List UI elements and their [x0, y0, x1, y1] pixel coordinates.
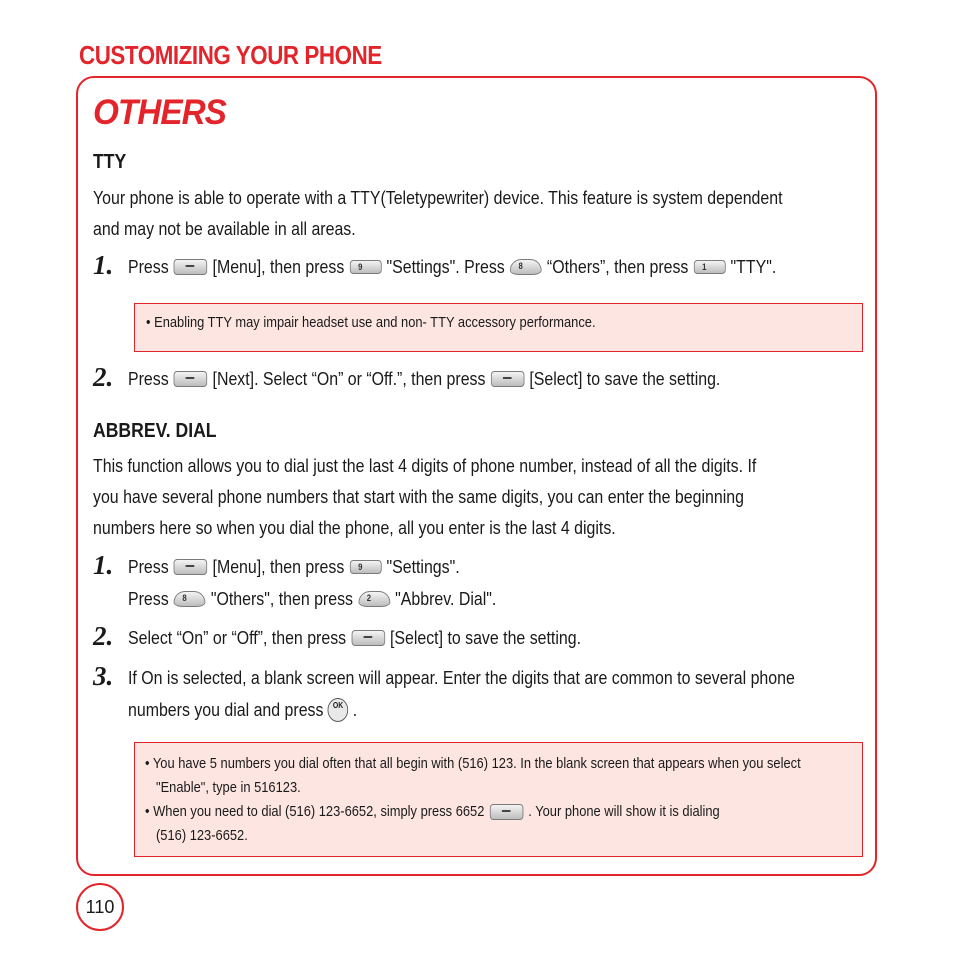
abbrev-step-3-text-2: numbers you dial and press [128, 699, 324, 720]
abbrev-step-1-text-4: Press [128, 588, 169, 609]
abbrev-step-3-text-3: . [352, 699, 358, 720]
section-title: CUSTOMIZING YOUR PHONE [79, 40, 382, 70]
abbrev-step-3-line-1 [128, 667, 795, 689]
tty-intro-line-2: and may not be available in all areas. [93, 218, 356, 239]
abbrev-intro-line-2: you have several phone numbers that start with the same digits, you can enter the beginning [93, 486, 744, 507]
tty-heading: TTY [93, 151, 127, 173]
abbrev-note-line-4: (516) 123-6652. [156, 827, 248, 844]
abbrev-step-1-text-3: "Settings". [386, 556, 460, 577]
left-softkey-icon [490, 804, 524, 820]
abbrev-step-3-line-2 [128, 698, 357, 722]
tty-step-1-text-4: “Others”, then press [546, 256, 689, 277]
abbrev-note-line-1: • You have 5 numbers you dial often that all begin with (516) 123. In the blank screen that appears when you select [145, 755, 801, 772]
tty-intro-line-1: Your phone is able to operate with a TTY(Teletypewriter) device. This feature is system dependent [93, 187, 783, 208]
tty-step-1-number: 1. [93, 250, 114, 280]
page-title: OTHERS [93, 93, 226, 132]
left-softkey-icon [174, 371, 208, 387]
ok-camera-key-icon: OK [328, 698, 349, 722]
tty-step-1 [128, 256, 776, 278]
tty-step-2-number: 2. [93, 362, 114, 392]
key-2-icon: 2 [358, 591, 390, 607]
abbrev-note-line-3 [145, 800, 720, 824]
tty-step-2-text-1: Press [128, 368, 169, 389]
abbrev-note-text-3a: • When you need to dial (516) 123-6652, simply press 6652 [145, 803, 485, 820]
key-9-icon: 9 [349, 560, 381, 574]
left-softkey-icon [174, 559, 208, 575]
tty-step-2-text-3: [Select] to save the setting. [529, 368, 721, 389]
key-9-icon: 9 [349, 260, 381, 274]
abbrev-step-2-number: 2. [93, 621, 114, 651]
abbrev-step-2-text-2: [Select] to save the setting. [389, 627, 582, 648]
page-number: 110 [76, 883, 124, 931]
tty-step-1-text-5: "TTY". [730, 256, 777, 277]
abbrev-intro-line-3: numbers here so when you dial the phone, all you enter is the last 4 digits. [93, 517, 616, 538]
abbrev-step-3-text-1: If On is selected, a blank screen will appear. Enter the digits that are common to several phone [128, 667, 795, 688]
abbrev-step-1-line-2 [128, 588, 496, 610]
abbrev-note-text-3b: . Your phone will show it is dialing [528, 803, 720, 820]
abbrev-step-1-text-5: "Others", then press [210, 588, 353, 609]
left-softkey-icon [351, 630, 385, 646]
key-8-icon: 8 [174, 591, 206, 607]
abbrev-step-1-number: 1. [93, 550, 114, 580]
tty-step-2-text-2: [Next]. Select “On” or “Off.”, then press [212, 368, 486, 389]
abbrev-step-1-line-1 [128, 556, 460, 578]
tty-step-1-text-2: [Menu], then press [212, 256, 345, 277]
left-softkey-icon [174, 259, 208, 275]
abbrev-heading: ABBREV. DIAL [93, 420, 217, 442]
abbrev-step-2 [128, 627, 581, 649]
tty-step-2 [128, 368, 720, 390]
abbrev-step-2-text-1: Select “On” or “Off”, then press [128, 627, 347, 648]
abbrev-step-1-text-2: [Menu], then press [212, 556, 345, 577]
key-8-icon: 8 [510, 259, 542, 275]
key-1-icon: 1 [694, 260, 726, 274]
tty-step-1-text-1: Press [128, 256, 169, 277]
left-softkey-icon [491, 371, 525, 387]
abbrev-note-box [134, 742, 863, 857]
abbrev-step-3-number: 3. [93, 661, 114, 691]
tty-note-box [134, 303, 863, 352]
abbrev-note-line-2: "Enable", type in 516123. [156, 779, 301, 796]
tty-note-text: • Enabling TTY may impair headset use and non- TTY accessory performance. [146, 314, 596, 331]
abbrev-intro-line-1: This function allows you to dial just the last 4 digits of phone number, instead of all the digits. If [93, 455, 757, 476]
tty-step-1-text-3: "Settings". Press [386, 256, 505, 277]
abbrev-step-1-text-1: Press [128, 556, 169, 577]
abbrev-step-1-text-6: "Abbrev. Dial". [395, 588, 497, 609]
